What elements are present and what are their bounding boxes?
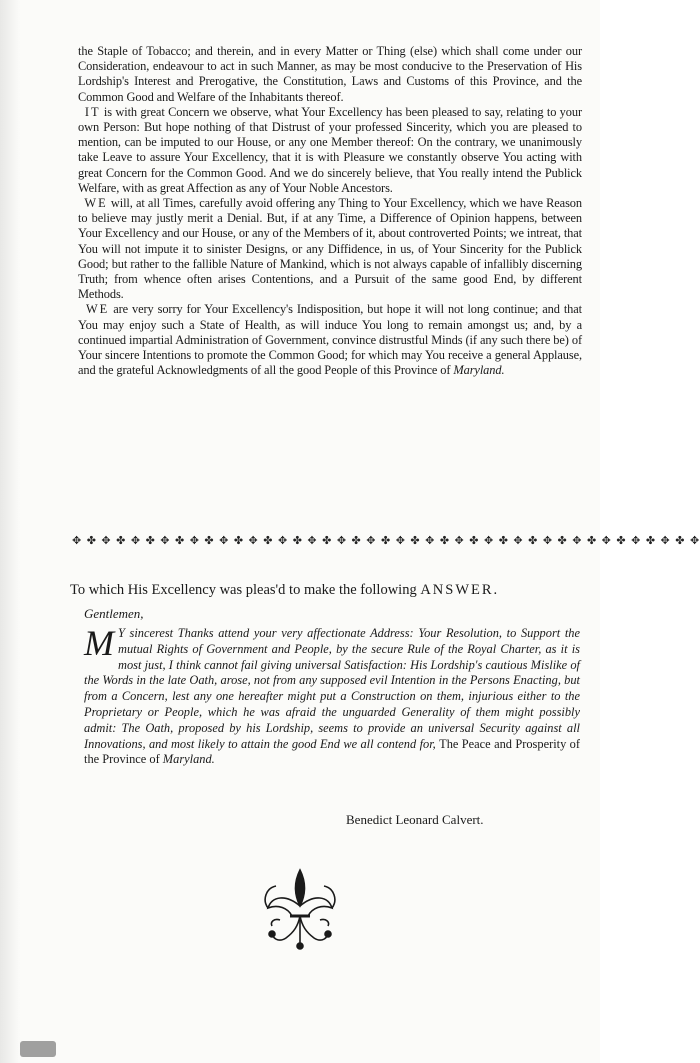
answer-closing: The Peace and Prosperity of the Province of	[84, 736, 580, 767]
answer-body	[84, 623, 580, 768]
paragraph-4-place: Maryland.	[453, 363, 505, 378]
fleur-de-lis-ornament-icon	[250, 860, 350, 952]
paragraph-4	[78, 302, 582, 378]
paragraph-2-text: is with great Concern we observe, what Your Excellency has been pleased to say, relating to your own Person: But hope nothing of that Distrust of your professed Sincerity, which you are pleased to mention, can be imputed to our House, or any one Member thereof: On the contrary, we unanimously take Leave to assure Your Excellency, that it is with Pleasure we constantly observe You acting with great Concern for the Common Good. And we do sincerely believe, that You really intend the Publick Welfare, with as great Affection as any of Your Noble Ancestors.	[78, 104, 582, 195]
paragraph-1: the Staple of Tobacco; and therein, and in every Matter or Thing (else) which shall come under our Consideration, endeavour to act in such Manner, as may be most conducive to the Preservation of His Lordship's Interest and Prerogative, the Constitution, Laws and Customs of this Province, and the Common Good and Welfare of the Inhabitants thereof.	[78, 44, 582, 104]
address-body	[78, 44, 582, 378]
answer-heading-prefix: To which His Excellency was pleas'd to make the following	[70, 582, 421, 598]
answer-text: Y sincerest Thanks attend your very affectionate Address: Your Resolution, to Support the mutual Rights of Government and People, by the secure Rule of the Royal Charter, as it is most just, I think cannot fail giving universal Satisfaction: His Lordship's cautious Mislike of the Words in the late Oath, arose, not from any supposed evil Intention in the Persons Enacting, but from a Concern, lest any one hereafter might put a Construction on them, injurious either to the Proprietary or People, which he was afraid the unguarded Generality of them might possibly admit: The Oath, proposed by his Lordship, seems to provide an universal Security against all Innovations, and most likely to attain the good End we all contend for,	[84, 626, 580, 751]
page-edge-shadow	[0, 0, 20, 1063]
paragraph-3	[78, 196, 582, 302]
answer-salutation: Gentlemen,	[84, 606, 144, 621]
ink-smudge	[20, 1041, 56, 1057]
paragraph-3-lead: WE	[84, 196, 108, 211]
paragraph-3-text: will, at all Times, carefully avoid offering any Thing to Your Excellency, which we have Reason to believe may justly merit a Denial. But, if at any Time, a Difference of Opinion happens, between Your Excellency and our House, or any of the Members of it, about controverted Points; we intreat, that You will not impute it to sinister Designs, or any Diffidence, in us, of Your Sincerity for the Publick Good; but rather to the fallible Nature of Mankind, which is not always capable of infallibly discerning Truth; from whence often arises Contentions, and a Pursuit of the same good End, by different Methods.	[78, 196, 582, 302]
paragraph-4-text: are very sorry for Your Excellency's Indisposition, but hope it will not long continue; and that You may enjoy such a State of Health, as will induce You long to remain amongst us; and, by a continued impartial Administration of Government, convince distrustful Minds (if any such there be) of Your sincere Intentions to promote the Common Good; for which may You receive a general Applause, and the grateful Acknowledgments of all the good People of this Province of	[78, 302, 583, 378]
signature: Benedict Leonard Calvert.	[346, 812, 484, 827]
answer-initial: M	[84, 623, 114, 663]
answer-heading-caps: ANSWER.	[420, 582, 500, 598]
paragraph-4-lead: WE	[85, 302, 110, 317]
paragraph-2-lead: IT	[84, 104, 101, 119]
paragraph-2	[78, 105, 582, 196]
ornament-divider: ✥ ✤ ✥ ✤ ✥ ✤ ✥ ✤ ✥ ✤ ✥ ✤ ✥ ✤ ✥ ✤ ✥ ✤ ✥ ✤ ✥ ✤ ✥ ✤ ✥ ✤ ✥ ✤ ✥ ✤ ✥ ✤ ✥ ✤ ✥ ✤ ✥ ✤ ✥ ✤ ✥ ✤ ✥	[72, 534, 700, 547]
answer-closing-place: Maryland.	[162, 752, 215, 767]
answer-heading	[70, 582, 590, 599]
